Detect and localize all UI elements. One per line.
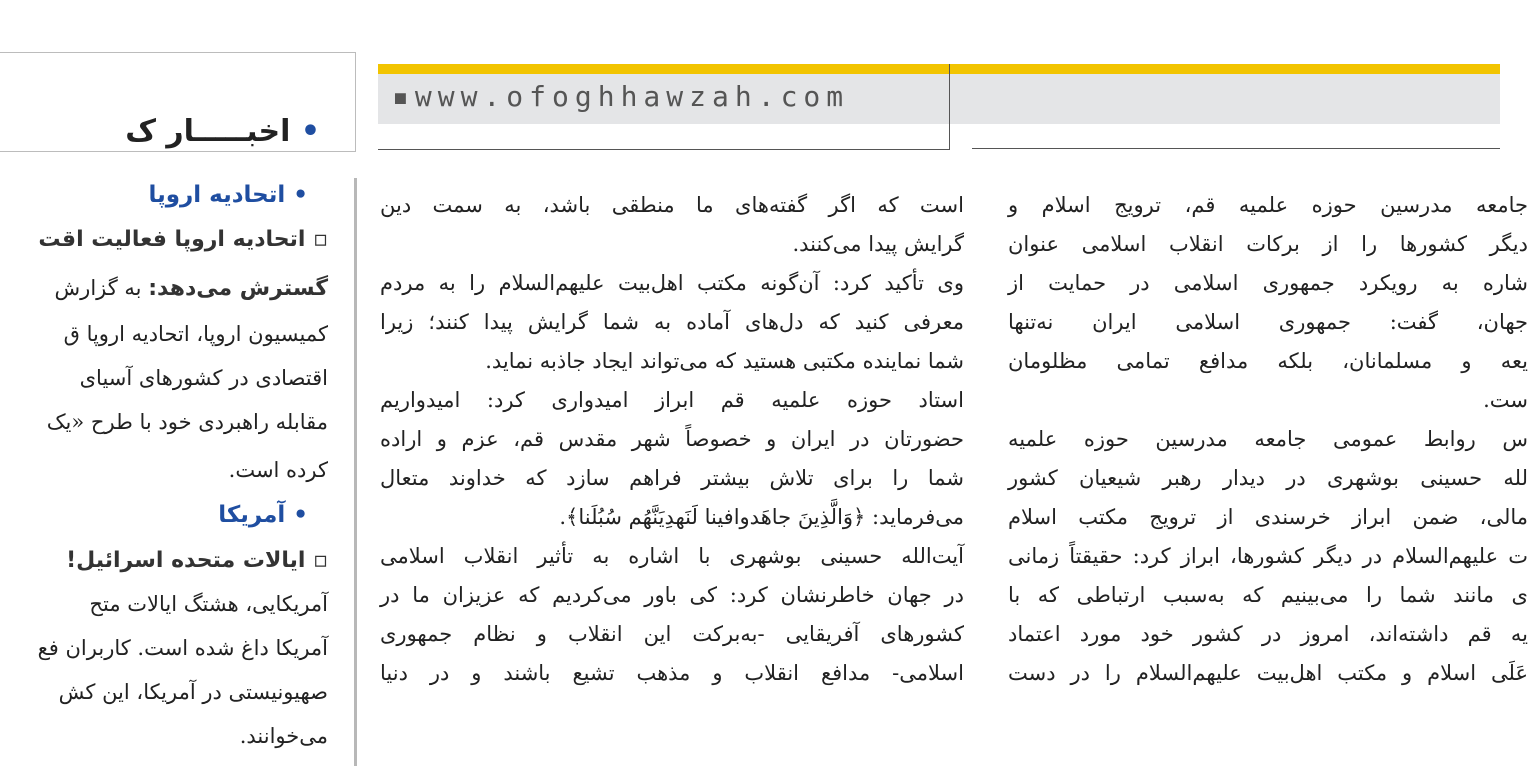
text-line: استاد حوزه علمیه قم ابراز امیدواری کرد: امیدواریم	[380, 388, 964, 412]
text-line: ی مانند شما را می‌بینیم که به‌سبب ارتباطی که با	[1008, 583, 1528, 607]
text-line: ت علیهم‌السلام در دیگر کشورها، ابراز کرد: حقیقتاً زمانی	[1008, 544, 1528, 568]
text-line: اسلامی- مدافع انقلاب و مذهب تشیع باشند و در دنیا	[380, 661, 964, 685]
right-column	[1008, 186, 1528, 693]
news-headline: ▫ ایالات متحده اسرائیل!	[66, 548, 328, 573]
text-line: شما را برای تلاش بیشتر فراهم سازد که خداوند متعال	[380, 466, 964, 490]
text-line: در جهان خاطرنشان کرد: کی باور می‌کردیم که عزیزان ما در	[380, 583, 964, 607]
text-line: دیگر کشورها را از برکات انقلاب اسلامی عنوان	[1008, 232, 1528, 256]
news-text-line: می‌خوانند.	[239, 724, 328, 748]
news-lead-line: گسترش می‌دهد: به گزارش	[54, 276, 328, 301]
site-url: ▪www.ofoghhawzah.com	[392, 80, 850, 113]
text-line: می‌فرماید: ﴿وَالَّذِینَ جاهَدوافینا لَنَهدِیَنَّهُم سُبُلَنا﴾.	[559, 505, 964, 529]
news-box-title: • اخبـــــار ک	[125, 114, 320, 149]
news-subhead: • اتحادیه اروپا	[148, 182, 308, 208]
text-line: یه قم داشته‌اند، امروز در کشور خود مورد اعتماد	[1008, 622, 1528, 646]
news-text-line: مقابله راهبردی خود با طرح «یک	[46, 410, 328, 434]
text-line: وی تأکید کرد: آن‌گونه مکتب اهل‌بیت علیهم‌السلام را به مردم	[380, 271, 964, 295]
text-line: آیت‌الله حسینی بوشهری با اشاره به تأثیر انقلاب اسلامی	[380, 544, 964, 568]
text-line: یعه و مسلمانان، بلکه مدافع تمامی مظلومان	[1008, 349, 1528, 373]
news-text-line: کمیسیون اروپا، اتحادیه اروپا ق	[63, 322, 328, 346]
text-line: است که اگر گفته‌های ما منطقی باشد، به سمت دین	[380, 193, 964, 217]
text-line: عَلَی اسلام و مکتب اهل‌بیت علیهم‌السلام را در دست	[1008, 661, 1528, 685]
column-divider	[354, 178, 357, 766]
text-line: لله حسینی بوشهری در دیدار رهبر شیعیان کشور	[1008, 466, 1528, 490]
middle-column	[380, 186, 964, 693]
news-text-line: کرده است.	[228, 458, 328, 482]
news-subhead: • آمریکا	[218, 502, 308, 528]
text-line: جامعه مدرسین حوزه علمیه قم، ترویج اسلام و	[1008, 193, 1528, 217]
text-line: حضورتان در ایران و خصوصاً شهر مقدس قم، عزم و اراده	[380, 427, 964, 451]
news-text-line: آمریکا داغ شده است. کاربران فع	[37, 636, 328, 660]
text-line: مالی، ضمن ابراز خرسندی از ترویج مکتب اسلام	[1008, 505, 1528, 529]
text-line: کشورهای آفریقایی -به‌برکت این انقلاب و نظام جمهوری	[380, 622, 964, 646]
news-text-line: آمریکایی، هشتگ ایالات متح	[89, 592, 328, 616]
text-line: ست.	[1483, 388, 1528, 412]
text-line: جهان، گفت: جمهوری اسلامی ایران نه‌تنها	[1008, 310, 1528, 334]
news-text-line: اقتصادی در کشورهای آسیای	[79, 366, 328, 390]
text-line: معرفی کنید که دل‌های آماده به شما گرایش پیدا کنند؛ زیرا	[380, 310, 964, 334]
news-headline: ▫ اتحادیه اروپا فعالیت اقت	[38, 227, 328, 252]
divider-line	[972, 148, 1500, 149]
text-line: گرایش پیدا می‌کنند.	[792, 232, 964, 256]
text-line: شما نماینده مکتبی هستید که می‌تواند ایجاد جاذبه نماید.	[485, 349, 964, 373]
text-line: س روابط عمومی جامعه مدرسین حوزه علمیه	[1008, 427, 1528, 451]
text-line: شاره به رویکرد جمهوری اسلامی در حمایت از	[1008, 271, 1528, 295]
news-text-line: صهیونیستی در آمریکا، این کش	[58, 680, 328, 704]
